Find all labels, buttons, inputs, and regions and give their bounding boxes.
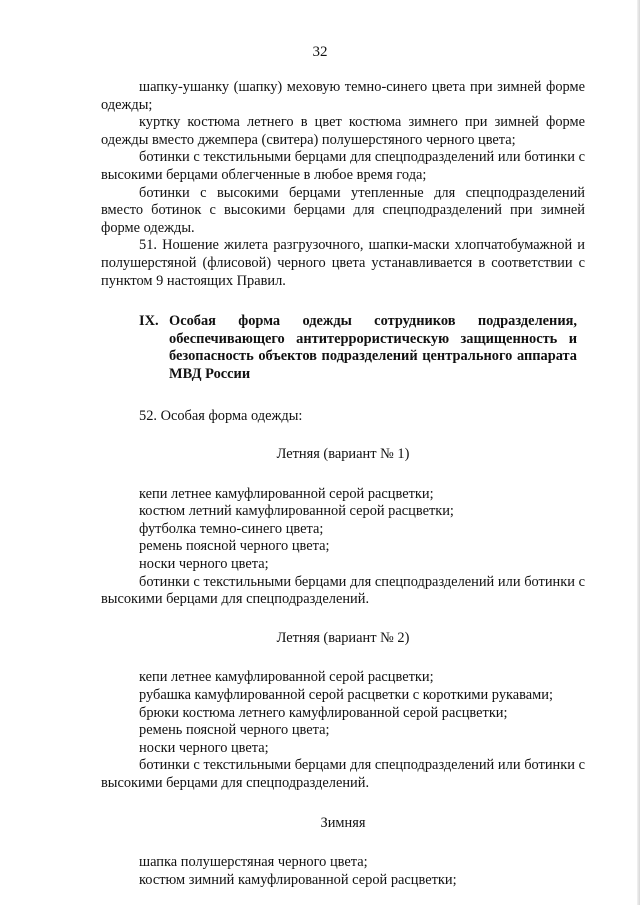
list-item: кепи летнее камуфлированной серой расцветки; (139, 485, 434, 502)
section-number: IX. (139, 313, 159, 330)
list-item: шапка полушерстяная черного цвета; (139, 854, 368, 871)
section-title: Особая форма одежды сотрудников подразделения, обеспечивающего антитеррористическую защищенность и безопасность объектов подразделений центрального аппарата МВД России (169, 313, 577, 382)
variant-winter-title: Зимняя (320, 814, 366, 831)
paragraph-51: 51. Ношение жилета разгрузочного, шапки-маски хлопчатобумажной и полушерстяной (флисовой) черного цвета устанавливается в соответствии с пунктом 9 настоящих Правил. (101, 237, 585, 289)
page-number: 32 (312, 44, 328, 60)
paragraph-52: 52. Особая форма одежды: (139, 407, 303, 424)
variant-1-title: Летняя (вариант № 1) (276, 446, 410, 463)
list-item: ремень поясной черного цвета; (139, 538, 330, 555)
section-heading (101, 313, 585, 383)
list-item: брюки костюма летнего камуфлированной серой расцветки; (139, 704, 508, 721)
paragraph: ботинки с текстильными берцами для спецподразделений или ботинки с высокими берцами облегченные в любое время года; (101, 149, 585, 183)
list-item: кепи летнее камуфлированной серой расцветки; (139, 669, 434, 686)
document-body (101, 79, 585, 889)
paragraph: куртку костюма летнего в цвет костюма зимнего при зимней форме одежды вместо джемпера (свитера) полушерстяного черного цвета; (101, 114, 585, 148)
list-item: ботинки с текстильными берцами для спецподразделений или ботинки с высокими берцами для спецподразделений. (101, 573, 585, 608)
list-item: костюм зимний камуфлированной серой расцветки; (139, 871, 457, 888)
list-item: носки черного цвета; (139, 556, 269, 573)
list-item: рубашка камуфлированной серой расцветки с короткими рукавами; (139, 687, 553, 704)
list-item: костюм летний камуфлированной серой расцветки; (139, 503, 454, 520)
paragraph: шапку-ушанку (шапку) меховую темно-синего цвета при зимней форме одежды; (101, 79, 585, 113)
paragraph: ботинки с высокими берцами утепленные для спецподразделений вместо ботинок с высокими берцами для спецподразделений при зимней форме одежды. (101, 184, 585, 236)
variant-2-title: Летняя (вариант № 2) (276, 629, 410, 646)
list-item: ботинки с текстильными берцами для спецподразделений или ботинки с высокими берцами для спецподразделений. (101, 757, 585, 791)
list-item: носки черного цвета; (139, 739, 269, 756)
list-item: ремень поясной черного цвета; (139, 722, 330, 739)
list-item: футболка темно-синего цвета; (139, 520, 324, 537)
